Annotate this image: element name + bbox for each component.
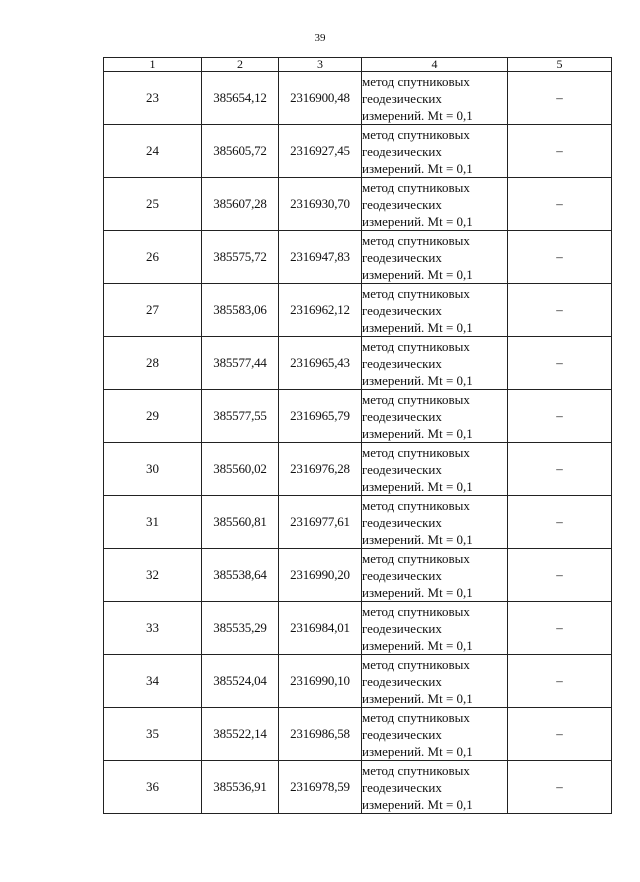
method-cell <box>362 443 508 496</box>
point-number-cell: 24 <box>104 125 202 178</box>
method-line: геодезических <box>362 196 442 212</box>
method-line: метод спутниковых <box>362 497 470 513</box>
note-cell: – <box>508 655 612 708</box>
method-line: измерений. Mt = 0,1 <box>362 743 473 759</box>
method-line: измерений. Mt = 0,1 <box>362 160 473 176</box>
table-row <box>104 390 612 443</box>
method-line: метод спутниковых <box>362 550 470 566</box>
x-coordinate-cell: 385575,72 <box>202 231 279 284</box>
table-row <box>104 549 612 602</box>
point-number-cell: 34 <box>104 655 202 708</box>
method-line: метод спутниковых <box>362 232 470 248</box>
method-cell <box>362 496 508 549</box>
note-cell: – <box>508 443 612 496</box>
column-header-5: 5 <box>508 58 612 72</box>
x-coordinate-cell: 385577,55 <box>202 390 279 443</box>
y-coordinate-cell: 2316927,45 <box>279 125 362 178</box>
y-coordinate-cell: 2316962,12 <box>279 284 362 337</box>
point-number-cell: 25 <box>104 178 202 231</box>
x-coordinate-cell: 385535,29 <box>202 602 279 655</box>
point-number-cell: 27 <box>104 284 202 337</box>
method-line: геодезических <box>362 302 442 318</box>
method-line: измерений. Mt = 0,1 <box>362 690 473 706</box>
method-line: геодезических <box>362 779 442 795</box>
method-line: измерений. Mt = 0,1 <box>362 213 473 229</box>
method-line: измерений. Mt = 0,1 <box>362 478 473 494</box>
x-coordinate-cell: 385605,72 <box>202 125 279 178</box>
note-cell: – <box>508 708 612 761</box>
method-cell <box>362 178 508 231</box>
x-coordinate-cell: 385607,28 <box>202 178 279 231</box>
method-line: геодезических <box>362 461 442 477</box>
method-line: метод спутниковых <box>362 126 470 142</box>
method-line: метод спутниковых <box>362 656 470 672</box>
method-line: измерений. Mt = 0,1 <box>362 107 473 123</box>
method-line: измерений. Mt = 0,1 <box>362 372 473 388</box>
x-coordinate-cell: 385560,81 <box>202 496 279 549</box>
note-cell: – <box>508 231 612 284</box>
y-coordinate-cell: 2316986,58 <box>279 708 362 761</box>
method-line: геодезических <box>362 514 442 530</box>
method-line: измерений. Mt = 0,1 <box>362 584 473 600</box>
x-coordinate-cell: 385538,64 <box>202 549 279 602</box>
method-cell <box>362 655 508 708</box>
x-coordinate-cell: 385583,06 <box>202 284 279 337</box>
y-coordinate-cell: 2316965,43 <box>279 337 362 390</box>
table-row <box>104 496 612 549</box>
y-coordinate-cell: 2316984,01 <box>279 602 362 655</box>
table-row <box>104 443 612 496</box>
y-coordinate-cell: 2316990,10 <box>279 655 362 708</box>
method-line: геодезических <box>362 567 442 583</box>
point-number-cell: 23 <box>104 72 202 125</box>
method-cell <box>362 761 508 814</box>
method-line: геодезических <box>362 673 442 689</box>
y-coordinate-cell: 2316976,28 <box>279 443 362 496</box>
table-row <box>104 337 612 390</box>
y-coordinate-cell: 2316978,59 <box>279 761 362 814</box>
point-number-cell: 36 <box>104 761 202 814</box>
table-row <box>104 178 612 231</box>
note-cell: – <box>508 761 612 814</box>
method-cell <box>362 390 508 443</box>
note-cell: – <box>508 284 612 337</box>
method-cell <box>362 708 508 761</box>
note-cell: – <box>508 390 612 443</box>
y-coordinate-cell: 2316900,48 <box>279 72 362 125</box>
method-line: метод спутниковых <box>362 73 470 89</box>
table-row <box>104 72 612 125</box>
method-cell <box>362 602 508 655</box>
method-cell <box>362 549 508 602</box>
method-line: метод спутниковых <box>362 444 470 460</box>
method-cell <box>362 231 508 284</box>
x-coordinate-cell: 385577,44 <box>202 337 279 390</box>
method-line: геодезических <box>362 143 442 159</box>
method-line: метод спутниковых <box>362 762 470 778</box>
point-number-cell: 33 <box>104 602 202 655</box>
method-line: измерений. Mt = 0,1 <box>362 319 473 335</box>
method-line: геодезических <box>362 620 442 636</box>
method-line: метод спутниковых <box>362 391 470 407</box>
method-cell <box>362 284 508 337</box>
y-coordinate-cell: 2316965,79 <box>279 390 362 443</box>
column-header-1: 1 <box>104 58 202 72</box>
method-line: геодезических <box>362 408 442 424</box>
x-coordinate-cell: 385536,91 <box>202 761 279 814</box>
note-cell: – <box>508 72 612 125</box>
method-line: измерений. Mt = 0,1 <box>362 637 473 653</box>
y-coordinate-cell: 2316930,70 <box>279 178 362 231</box>
method-line: измерений. Mt = 0,1 <box>362 425 473 441</box>
column-header-4: 4 <box>362 58 508 72</box>
x-coordinate-cell: 385524,04 <box>202 655 279 708</box>
column-header-2: 2 <box>202 58 279 72</box>
method-line: геодезических <box>362 355 442 371</box>
method-line: измерений. Mt = 0,1 <box>362 531 473 547</box>
method-line: геодезических <box>362 249 442 265</box>
point-number-cell: 32 <box>104 549 202 602</box>
point-number-cell: 28 <box>104 337 202 390</box>
x-coordinate-cell: 385654,12 <box>202 72 279 125</box>
note-cell: – <box>508 337 612 390</box>
note-cell: – <box>508 125 612 178</box>
method-line: геодезических <box>362 90 442 106</box>
y-coordinate-cell: 2316947,83 <box>279 231 362 284</box>
point-number-cell: 35 <box>104 708 202 761</box>
y-coordinate-cell: 2316977,61 <box>279 496 362 549</box>
method-cell <box>362 337 508 390</box>
point-number-cell: 29 <box>104 390 202 443</box>
table-row <box>104 761 612 814</box>
note-cell: – <box>508 496 612 549</box>
table-row <box>104 125 612 178</box>
page-number: 39 <box>314 32 326 44</box>
coordinates-table <box>103 57 612 814</box>
table-row <box>104 655 612 708</box>
header-row <box>104 58 612 72</box>
note-cell: – <box>508 549 612 602</box>
method-line: метод спутниковых <box>362 338 470 354</box>
method-line: метод спутниковых <box>362 285 470 301</box>
table-row <box>104 231 612 284</box>
point-number-cell: 31 <box>104 496 202 549</box>
column-header-3: 3 <box>279 58 362 72</box>
table-row <box>104 602 612 655</box>
method-line: метод спутниковых <box>362 179 470 195</box>
point-number-cell: 30 <box>104 443 202 496</box>
method-cell <box>362 72 508 125</box>
table-row <box>104 708 612 761</box>
note-cell: – <box>508 602 612 655</box>
method-line: метод спутниковых <box>362 603 470 619</box>
y-coordinate-cell: 2316990,20 <box>279 549 362 602</box>
method-line: метод спутниковых <box>362 709 470 725</box>
note-cell: – <box>508 178 612 231</box>
x-coordinate-cell: 385560,02 <box>202 443 279 496</box>
method-line: геодезических <box>362 726 442 742</box>
table-row <box>104 284 612 337</box>
point-number-cell: 26 <box>104 231 202 284</box>
method-line: измерений. Mt = 0,1 <box>362 266 473 282</box>
method-line: измерений. Mt = 0,1 <box>362 796 473 812</box>
table-body <box>104 72 612 814</box>
x-coordinate-cell: 385522,14 <box>202 708 279 761</box>
method-cell <box>362 125 508 178</box>
